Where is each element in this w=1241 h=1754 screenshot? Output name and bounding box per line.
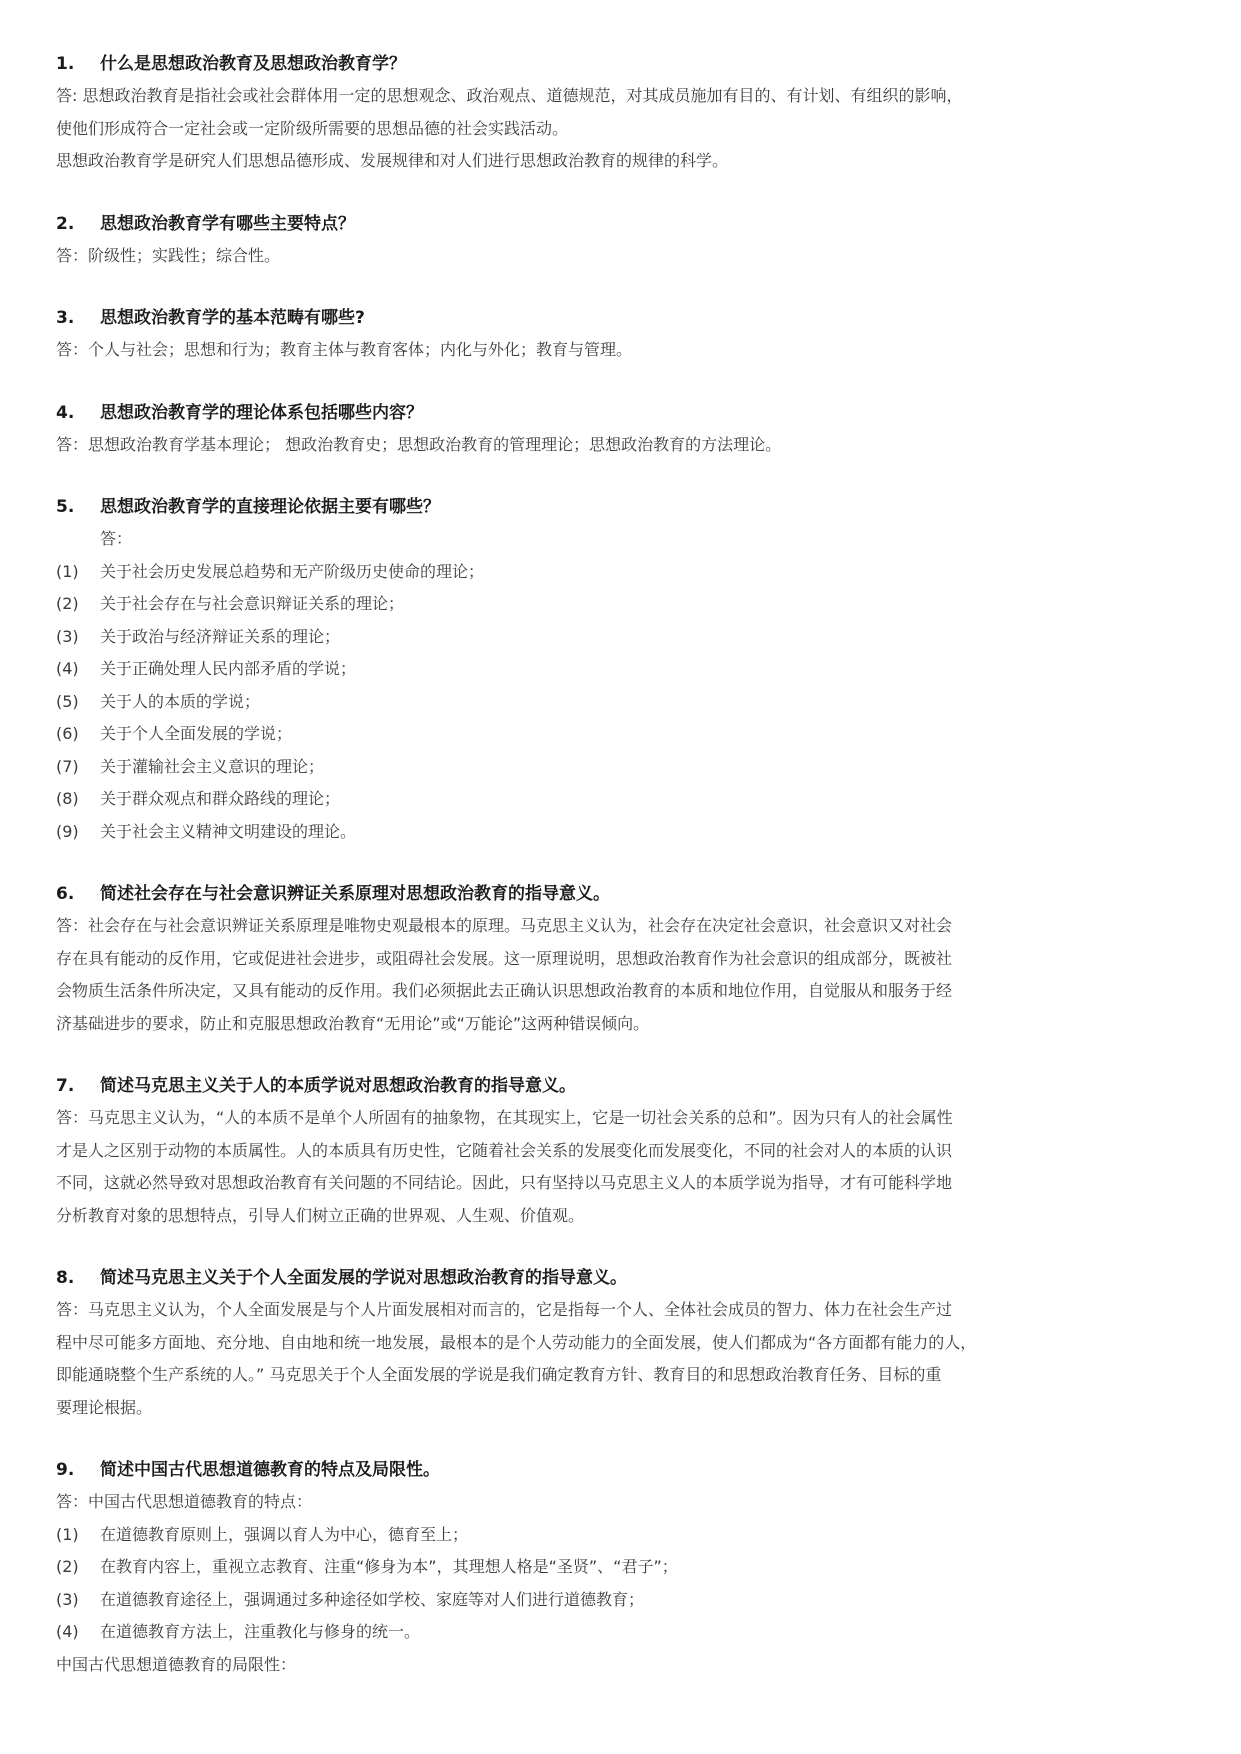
question-text: 思想政治教育学的基本范畴有哪些? bbox=[100, 308, 365, 328]
question-title bbox=[56, 1454, 1116, 1486]
answer-line: 答: 思想政治教育是指社会或社会群体用一定的思想观念、政治观点、道德规范，对其成员施加有目的、有计划、有组织的影响， bbox=[56, 86, 963, 105]
list-item-text: 在教育内容上，重视立志教育、注重“修身为本”，其理想人格是“圣贤”、“君子”； bbox=[100, 1557, 678, 1576]
question-title bbox=[56, 208, 1116, 240]
list-item bbox=[56, 1616, 1116, 1649]
list-item-number: (2) bbox=[56, 594, 79, 613]
question-number: 2. bbox=[56, 213, 75, 234]
question-text: 简述社会存在与社会意识辨证关系原理对思想政治教育的指导意义。 bbox=[100, 884, 610, 904]
answer-line: 会物质生活条件所决定，又具有能动的反作用。我们必须据此去正确认识思想政治教育的本质和地位作用，自觉服从和服务于经 bbox=[56, 981, 953, 1000]
answer-line: 存在具有能动的反作用，它或促进社会进步，或阻碍社会发展。这一原理说明，思想政治教育作为社会意识的组成部分，既被社 bbox=[56, 948, 953, 968]
question-text: 思想政治教育学的理论体系包括哪些内容？ bbox=[100, 402, 423, 423]
question-4 bbox=[56, 397, 1116, 462]
answer-line: 济基础进步的要求，防止和克服思想政治教育“无用论”或“万能论”这两种错误倾向。 bbox=[56, 1013, 650, 1033]
question-number: 5. bbox=[56, 497, 75, 517]
list-item-text: 关于社会主义精神文明建设的理论。 bbox=[100, 821, 357, 841]
answer-line: 程中尽可能多方面地、充分地、自由地和统一地发展，最根本的是个人劳动能力的全面发展，使人们都成为“各方面都有能力的人， bbox=[56, 1332, 977, 1352]
list-item bbox=[56, 751, 1116, 784]
answer-line: 答：中国古代思想道德教育的特点： bbox=[56, 1492, 313, 1511]
question-9 bbox=[56, 1454, 1116, 1681]
list-item-number: (1) bbox=[56, 1524, 79, 1544]
answer-line: 使他们形成符合一定社会或一定阶级所需要的思想品德的社会实践活动。 bbox=[56, 118, 569, 138]
list-item-text: 关于个人全面发展的学说； bbox=[100, 724, 293, 743]
list-item-text: 关于正确处理人民内部矛盾的学说； bbox=[100, 659, 357, 678]
list-item bbox=[56, 621, 1116, 654]
list-item bbox=[56, 653, 1116, 686]
answer-line: 答：个人与社会；思想和行为；教育主体与教育客体；内化与外化；教育与管理。 bbox=[56, 340, 633, 359]
list-item-number: (4) bbox=[56, 659, 79, 678]
answer-label: 答： bbox=[100, 529, 133, 548]
question-number: 4. bbox=[56, 402, 75, 423]
question-title bbox=[56, 1262, 1116, 1294]
list-item-text: 在道德教育原则上，强调以育人为中心，德育至上； bbox=[100, 1524, 469, 1544]
list-item bbox=[56, 816, 1116, 849]
list-item bbox=[56, 556, 1116, 589]
question-text: 思想政治教育学的直接理论依据主要有哪些？ bbox=[100, 497, 440, 517]
list-item bbox=[56, 718, 1116, 751]
list-item-number: (7) bbox=[56, 756, 79, 776]
list-item bbox=[56, 588, 1116, 621]
answer-line: 中国古代思想道德教育的局限性： bbox=[56, 1654, 297, 1674]
list-item-number: (3) bbox=[56, 1589, 79, 1609]
answer-line: 即能通晓整个生产系统的人。” 马克思关于个人全面发展的学说是我们确定教育方针、教育目的和思想政治教育任务、目标的重 bbox=[56, 1365, 942, 1384]
list-item bbox=[56, 1519, 1116, 1552]
list-item bbox=[56, 1551, 1116, 1584]
list-item bbox=[56, 783, 1116, 816]
list-item-text: 关于人的本质的学说； bbox=[100, 691, 261, 711]
question-title bbox=[56, 397, 1116, 429]
list-item-number: (1) bbox=[56, 561, 79, 581]
document-page bbox=[56, 48, 1116, 1711]
list-item-number: (6) bbox=[56, 724, 79, 743]
question-number: 9. bbox=[56, 1460, 75, 1480]
question-number: 8. bbox=[56, 1268, 75, 1288]
question-5 bbox=[56, 491, 1116, 848]
list-item bbox=[56, 1584, 1116, 1617]
question-2 bbox=[56, 208, 1116, 273]
question-title bbox=[56, 878, 1116, 910]
list-item-number: (5) bbox=[56, 691, 79, 711]
list-item-text: 关于灌输社会主义意识的理论； bbox=[100, 756, 325, 776]
question-6 bbox=[56, 878, 1116, 1040]
list-item-number: (8) bbox=[56, 789, 79, 808]
question-text: 简述中国古代思想道德教育的特点及局限性。 bbox=[100, 1460, 440, 1480]
question-title bbox=[56, 302, 1116, 334]
answer-line: 答：马克思主义认为，“人的本质不是单个人所固有的抽象物，在其现实上，它是一切社会关系的总和”。因为只有人的社会属性 bbox=[56, 1108, 953, 1127]
question-title bbox=[56, 48, 1116, 80]
list-item-number: (9) bbox=[56, 821, 79, 841]
question-8 bbox=[56, 1262, 1116, 1424]
question-text: 思想政治教育学有哪些主要特点？ bbox=[100, 213, 355, 234]
question-number: 3. bbox=[56, 308, 75, 328]
list-item-text: 关于社会存在与社会意识辩证关系的理论； bbox=[100, 594, 405, 613]
question-number: 6. bbox=[56, 884, 75, 904]
list-item-number: (3) bbox=[56, 626, 79, 646]
question-1 bbox=[56, 48, 1116, 178]
answer-line: 答：社会存在与社会意识辨证关系原理是唯物史观最根本的原理。马克思主义认为，社会存在决定社会意识，社会意识又对社会 bbox=[56, 916, 953, 935]
question-3 bbox=[56, 302, 1116, 367]
question-text: 简述马克思主义关于人的本质学说对思想政治教育的指导意义。 bbox=[100, 1076, 576, 1096]
list-item-text: 在道德教育途径上，强调通过多种途径如学校、家庭等对人们进行道德教育； bbox=[100, 1589, 645, 1609]
question-number: 7. bbox=[56, 1076, 75, 1096]
question-text: 简述马克思主义关于个人全面发展的学说对思想政治教育的指导意义。 bbox=[100, 1268, 627, 1288]
list-item-text: 关于社会历史发展总趋势和无产阶级历史使命的理论； bbox=[100, 561, 485, 581]
answer-line: 分析教育对象的思想特点，引导人们树立正确的世界观、人生观、价值观。 bbox=[56, 1205, 585, 1225]
answer-line: 答：马克思主义认为，个人全面发展是与个人片面发展相对而言的，它是指每一个人、全体社会成员的智力、体力在社会生产过 bbox=[56, 1300, 953, 1319]
list-item-text: 在道德教育方法上，注重教化与修身的统一。 bbox=[100, 1622, 421, 1641]
answer-line: 答：思想政治教育学基本理论； 想政治教育史；思想政治教育的管理理论；思想政治教育的方法理论。 bbox=[56, 434, 782, 454]
list-item-number: (4) bbox=[56, 1622, 79, 1641]
answer-line: 才是人之区别于动物的本质属性。人的本质具有历史性，它随着社会关系的发展变化而发展变化，不同的社会对人的本质的认识 bbox=[56, 1140, 953, 1160]
list-item-text: 关于政治与经济辩证关系的理论； bbox=[100, 626, 341, 646]
list-item bbox=[56, 686, 1116, 719]
question-text: 什么是思想政治教育及思想政治教育学？ bbox=[100, 54, 406, 74]
list-item-number: (2) bbox=[56, 1557, 79, 1576]
list-item-text: 关于群众观点和群众路线的理论； bbox=[100, 789, 341, 808]
question-7 bbox=[56, 1070, 1116, 1232]
question-number: 1. bbox=[56, 54, 75, 74]
answer-line: 答：阶级性；实践性；综合性。 bbox=[56, 245, 281, 265]
question-title bbox=[56, 491, 1116, 523]
answer-line: 不同，这就必然导致对思想政治教育有关问题的不同结论。因此，只有坚持以马克思主义人的本质学说为指导，才有可能科学地 bbox=[56, 1173, 953, 1192]
question-title bbox=[56, 1070, 1116, 1102]
answer-line: 要理论根据。 bbox=[56, 1397, 153, 1417]
answer-line: 思想政治教育学是研究人们思想品德形成、发展规律和对人们进行思想政治教育的规律的科学。 bbox=[56, 151, 729, 170]
